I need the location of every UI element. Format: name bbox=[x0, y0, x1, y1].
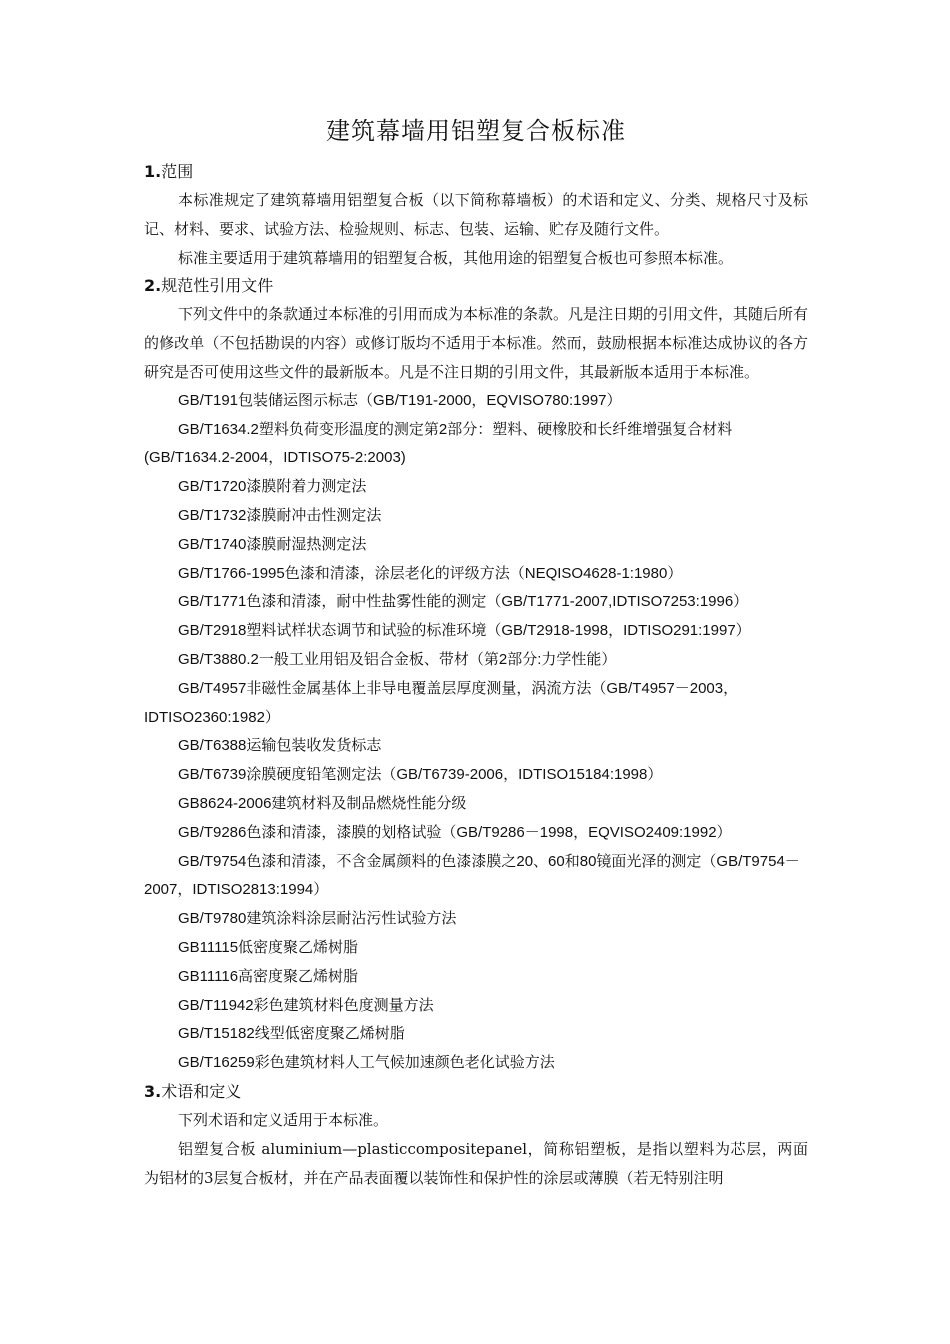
reference-item: GB/T1634.2塑料负荷变形温度的测定第2部分：塑料、硬橡胶和长纤维增强复合材料(GB/T1634.2-2004，IDTISO75-2:2003) bbox=[144, 420, 733, 467]
reference-item: GB/T11942彩色建筑材料色度测量方法 bbox=[178, 996, 434, 1014]
paragraph: 标准主要适用于建筑幕墙用的铝塑复合板，其他用途的铝塑复合板也可参照本标准。 bbox=[178, 248, 734, 267]
section-title: 规范性引用文件 bbox=[161, 276, 274, 296]
section-title: 范围 bbox=[161, 162, 194, 181]
section-heading-terms-definitions bbox=[144, 1078, 808, 1106]
reference-item: GB11116高密度聚乙烯树脂 bbox=[178, 967, 359, 985]
reference-item: GB/T1766-1995色漆和清漆，涂层老化的评级方法（NEQISO4628-1:1980） bbox=[178, 564, 683, 582]
reference-item: GB/T15182线型低密度聚乙烯树脂 bbox=[178, 1025, 405, 1043]
reference-item: GB/T1720漆膜附着力测定法 bbox=[178, 478, 367, 496]
reference-item: GB/T1732漆膜耐冲击性测定法 bbox=[178, 506, 382, 524]
section-number: 1. bbox=[144, 162, 162, 181]
section-heading-scope bbox=[144, 158, 808, 186]
paragraph: 下列文件中的条款通过本标准的引用而成为本标准的条款。凡是注日期的引用文件，其随后所有的修改单（不包括勘误的内容）或修订版均不适用于本标准。然而，鼓励根据本标准达成协议的各方研究是否可使用这些文件的最新版本。凡是不注日期的引用文件，其最新版本适用于本标准。 bbox=[144, 305, 809, 381]
reference-item: GB/T16259彩色建筑材料人工气候加速颜色老化试验方法 bbox=[178, 1054, 555, 1072]
reference-item: GB/T9286色漆和清漆，漆膜的划格试验（GB/T9286－1998，EQVISO2409:1992） bbox=[178, 823, 732, 841]
paragraph: 下列术语和定义适用于本标准。 bbox=[178, 1110, 389, 1129]
reference-item: GB/T1740漆膜耐湿热测定法 bbox=[178, 535, 367, 553]
reference-item: GB/T6388运输包装收发货标志 bbox=[178, 737, 382, 755]
reference-item: GB11115低密度聚乙烯树脂 bbox=[178, 938, 359, 956]
reference-item: GB/T9754色漆和清漆，不含金属颜料的色漆漆膜之20、60和80镜面光泽的测定（GB/T9754－2007，IDTISO2813:1994） bbox=[144, 852, 800, 899]
paragraph: 本标准规定了建筑幕墙用铝塑复合板（以下简称幕墙板）的术语和定义、分类、规格尺寸及标记、材料、要求、试验方法、检验规则、标志、包装、运输、贮存及随行文件。 bbox=[144, 191, 808, 238]
reference-item: GB/T2918塑料试样状态调节和试验的标准环境（GB/T2918-1998，IDTISO291:1997） bbox=[178, 622, 751, 640]
document-title: 建筑幕墙用铝塑复合板标准 bbox=[326, 117, 626, 145]
reference-item: GB/T4957非磁性金属基体上非导电覆盖层厚度测量，涡流方法（GB/T4957－2003，IDTISO2360:1982） bbox=[144, 679, 739, 726]
reference-item: GB/T3880.2一般工业用铝及铝合金板、带材（第2部分:力学性能） bbox=[178, 650, 617, 668]
reference-item: GB/T191包装储运图示标志（GB/T191-2000，EQVISO780:1997） bbox=[178, 391, 622, 409]
reference-item: GB/T1771色漆和清漆，耐中性盐雾性能的测定（GB/T1771-2007,IDTISO7253:1996） bbox=[178, 593, 749, 611]
reference-item: GB/T6739涂膜硬度铅笔测定法（GB/T6739-2006，IDTISO15184:1998） bbox=[178, 766, 663, 784]
paragraph: 铝塑复合板 aluminium—plasticcompositepanel，简称铝塑板，是指以塑料为芯层，两面为铝材的3层复合板材，并在产品表面覆以装饰性和保护性的涂层或薄膜（若无特别注明 bbox=[144, 1139, 808, 1187]
reference-item: GB/T9780建筑涂料涂层耐沾污性试验方法 bbox=[178, 910, 457, 928]
section-number: 2. bbox=[144, 276, 162, 296]
reference-item: GB8624-2006建筑材料及制品燃烧性能分级 bbox=[178, 794, 467, 812]
section-title: 术语和定义 bbox=[161, 1081, 242, 1101]
section-number: 3. bbox=[144, 1081, 162, 1101]
section-heading-normative-references bbox=[144, 272, 808, 300]
